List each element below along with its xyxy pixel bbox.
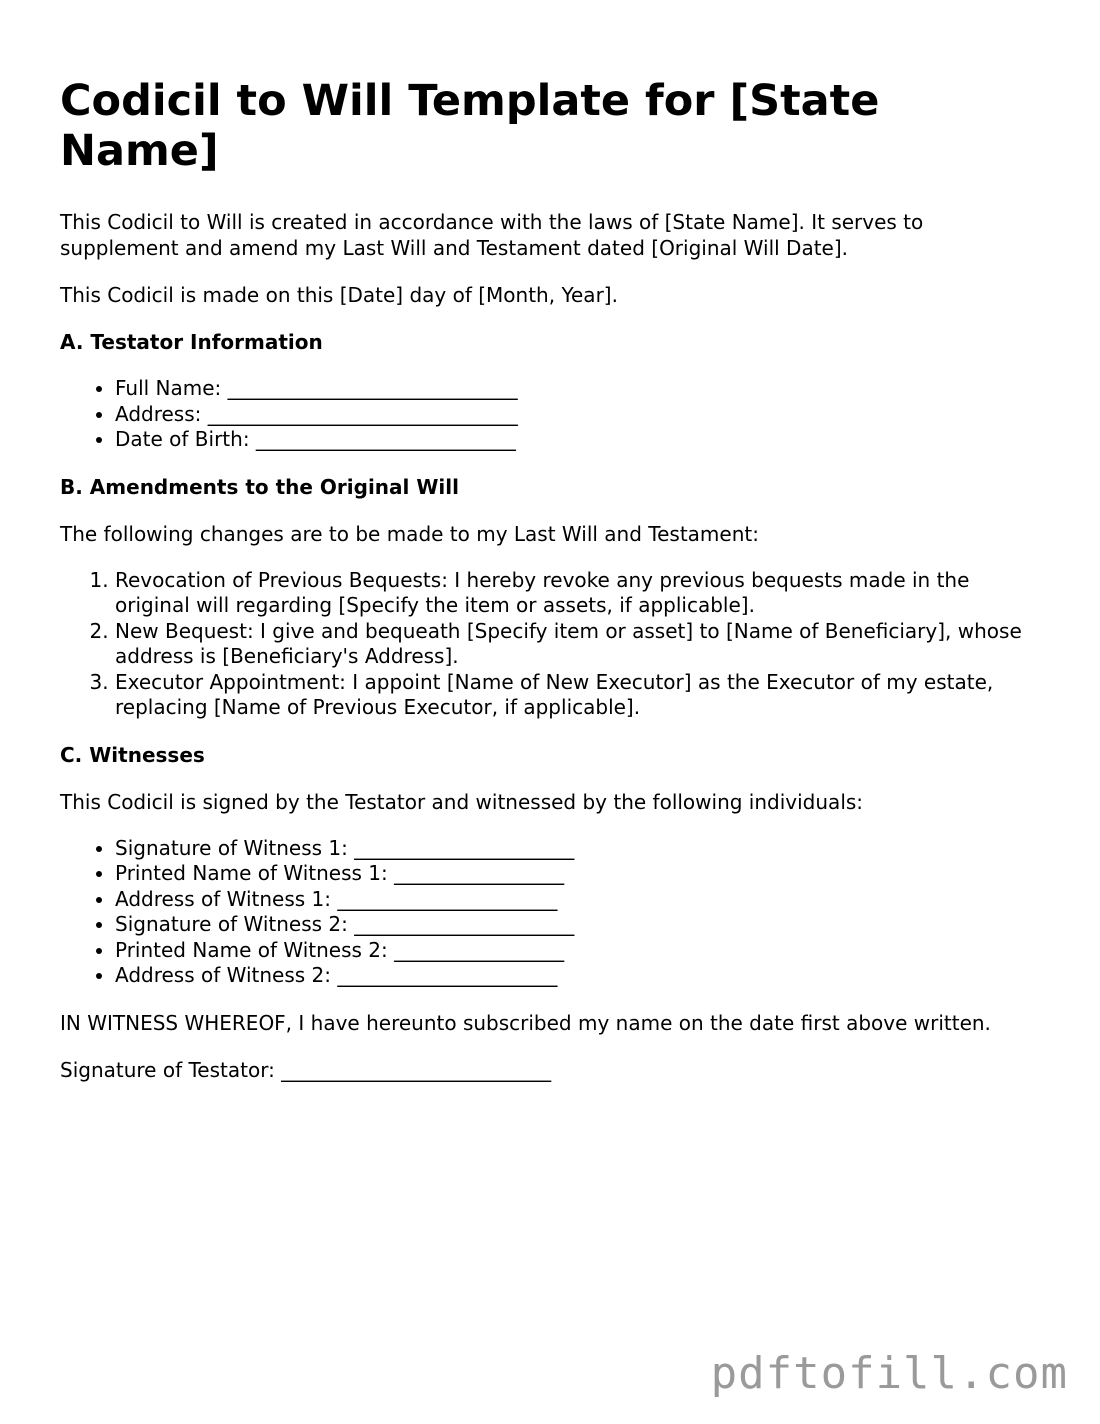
amendment-new-bequest: 2. New Bequest: I give and bequeath [Specify item or asset] to [Name of Beneficiary], whose address is [Beneficiary's Address]. [115, 619, 1040, 670]
amendments-list [60, 568, 1040, 721]
section-a-heading: A. Testator Information [60, 330, 323, 354]
testator-dob-field[interactable]: • Date of Birth: __________________________ [115, 427, 1040, 453]
testator-signature-field[interactable]: Signature of Testator: ___________________________ [60, 1057, 552, 1082]
amendment-executor: 3. Executor Appointment: I appoint [Name of New Executor] as the Executor of my estate, replacing [Name of Previous Executor, if applicable]. [115, 670, 1040, 721]
witness-2-printed-name-field[interactable]: • Printed Name of Witness 2: _________________ [115, 938, 1040, 964]
witnesses-intro: This Codicil is signed by the Testator and witnessed by the following individuals: [60, 789, 864, 814]
in-witness-paragraph: IN WITNESS WHEREOF, I have hereunto subscribed my name on the date first above written. [60, 1010, 991, 1035]
made-on-paragraph: This Codicil is made on this [Date] day of [Month, Year]. [60, 283, 618, 307]
witness-1-address-field[interactable]: • Address of Witness 1: ______________________ [115, 887, 1040, 913]
intro-paragraph: This Codicil to Will is created in accordance with the laws of [State Name]. It serves to supplement and amend my Last Will and Testament dated [Original Will Date]. [60, 210, 924, 260]
witness-2-address-field[interactable]: • Address of Witness 2: ______________________ [115, 963, 1040, 989]
testator-info-list [60, 376, 1040, 453]
witness-1-printed-name-field[interactable]: • Printed Name of Witness 1: _________________ [115, 861, 1040, 887]
witness-1-signature-field[interactable]: • Signature of Witness 1: ______________________ [115, 836, 1040, 862]
amendments-intro: The following changes are to be made to my Last Will and Testament: [60, 521, 759, 546]
section-b-heading: B. Amendments to the Original Will [60, 474, 459, 499]
testator-full-name-field[interactable]: • Full Name: _____________________________ [115, 376, 1040, 402]
amendment-revocation: 1. Revocation of Previous Bequests: I hereby revoke any previous bequests made in the original will regarding [Specify the item or assets, if applicable]. [115, 568, 1040, 619]
document-title: Codicil to Will Template for [State Name] [60, 76, 880, 176]
section-c-heading: C. Witnesses [60, 742, 205, 767]
watermark-text: pdftofill.com [710, 1348, 1068, 1399]
witness-2-signature-field[interactable]: • Signature of Witness 2: ______________________ [115, 912, 1040, 938]
document-page [60, 76, 1040, 1104]
testator-address-field[interactable]: • Address: _______________________________ [115, 402, 1040, 428]
witnesses-list [60, 836, 1040, 989]
